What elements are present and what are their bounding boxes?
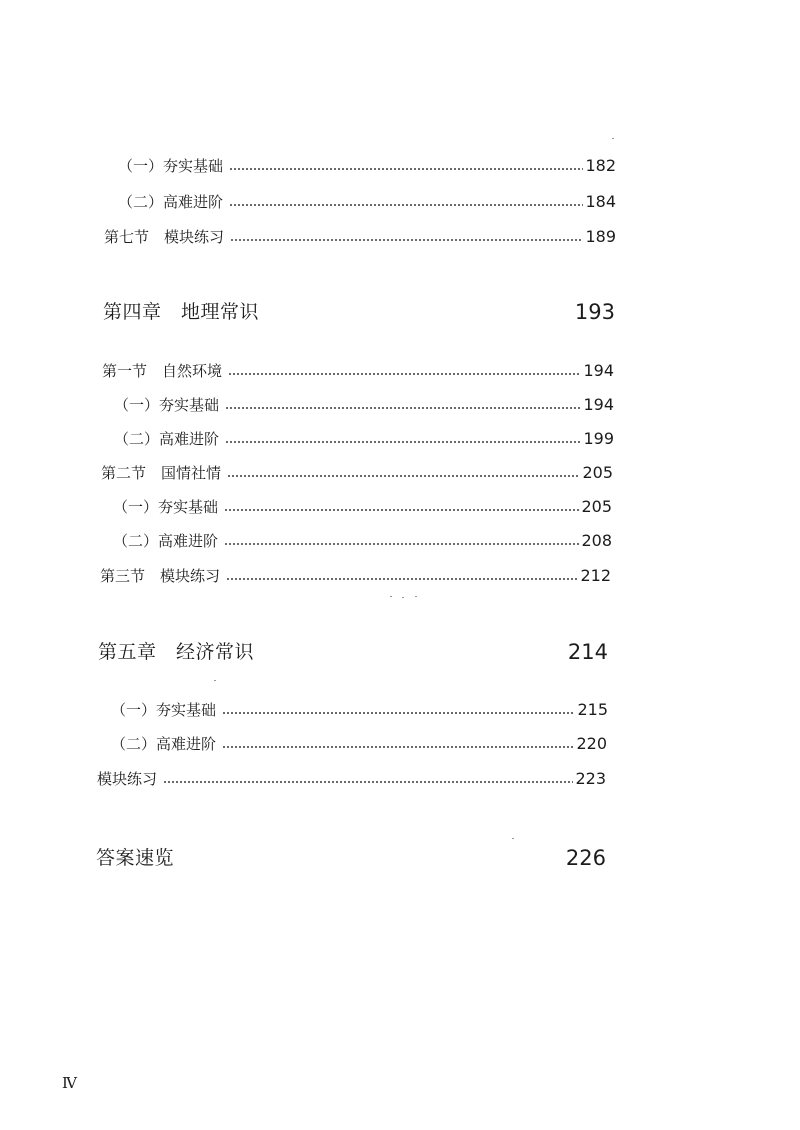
dot-leader [229, 204, 583, 206]
toc-entry-page: 189 [585, 227, 616, 246]
dot-leader [222, 746, 574, 748]
scan-speck [415, 596, 417, 597]
toc-entry-page: 223 [575, 769, 606, 788]
scan-speck [390, 596, 392, 597]
toc-entry[interactable] [118, 182, 616, 210]
toc-entry-page: 182 [585, 156, 616, 175]
scan-speck [214, 680, 216, 681]
chapter-heading[interactable] [98, 630, 608, 664]
chapter-heading[interactable] [103, 290, 615, 324]
toc-entry-page: 194 [583, 361, 614, 380]
toc-entry[interactable] [113, 521, 612, 549]
dot-leader [224, 543, 579, 545]
toc-entry-label: （二）高难进阶 [118, 193, 224, 211]
toc-entry[interactable] [114, 419, 614, 447]
dot-leader [228, 373, 581, 375]
toc-entry-label: 模块练习 [97, 770, 158, 788]
dot-leader [227, 475, 580, 477]
toc-entry-label: （二）高难进阶 [114, 430, 220, 448]
toc-entry-page: 184 [585, 192, 616, 211]
dot-leader [229, 168, 583, 170]
chapter-page: 193 [574, 300, 615, 324]
chapter-title: 答案速览 [96, 847, 175, 869]
toc-entry-label: （一）夯实基础 [111, 701, 217, 719]
toc-entry-label: （二）高难进阶 [111, 735, 217, 753]
chapter-page: 214 [567, 640, 608, 664]
dot-leader [226, 578, 578, 580]
toc-entry-label: 第一节 自然环境 [102, 362, 223, 380]
dot-leader [230, 239, 583, 241]
toc-entry-page: 199 [583, 429, 614, 448]
scan-speck [612, 138, 614, 139]
chapter-title: 第四章 地理常识 [103, 301, 260, 323]
toc-entry[interactable] [114, 385, 614, 413]
toc-entry-label: （二）高难进阶 [113, 532, 219, 550]
chapter-heading[interactable] [96, 836, 606, 870]
toc-entry-page: 205 [582, 463, 613, 482]
toc-entry-label: 第三节 模块练习 [100, 567, 221, 585]
toc-entry-page: 208 [581, 531, 612, 550]
toc-entry-page: 215 [577, 700, 608, 719]
toc-entry-label: （一）夯实基础 [113, 498, 219, 516]
toc-entry[interactable] [118, 146, 616, 174]
toc-entry[interactable] [111, 724, 607, 752]
toc-entry-page: 205 [581, 497, 612, 516]
dot-leader [222, 712, 575, 714]
toc-entry-label: 第七节 模块练习 [104, 228, 225, 246]
page-number-footer: Ⅳ [62, 1074, 77, 1092]
toc-entry[interactable] [104, 217, 616, 245]
toc-entry[interactable] [100, 556, 611, 584]
toc-entry-page: 212 [580, 566, 611, 585]
toc-entry[interactable] [97, 759, 606, 787]
chapter-page: 226 [565, 846, 606, 870]
scan-speck [402, 597, 404, 598]
dot-leader [224, 509, 579, 511]
toc-entry-page: 194 [583, 395, 614, 414]
dot-leader [163, 781, 573, 783]
toc-entry-label: 第二节 国情社情 [101, 464, 222, 482]
dot-leader [225, 441, 581, 443]
chapter-title: 第五章 经济常识 [98, 641, 255, 663]
toc-entry-page: 220 [576, 734, 607, 753]
scan-speck [512, 838, 514, 839]
dot-leader [225, 407, 581, 409]
toc-entry[interactable] [101, 453, 613, 481]
toc-entry[interactable] [113, 487, 612, 515]
toc-entry[interactable] [111, 690, 608, 718]
toc-entry[interactable] [102, 351, 614, 379]
toc-entry-label: （一）夯实基础 [118, 157, 224, 175]
toc-entry-label: （一）夯实基础 [114, 396, 220, 414]
